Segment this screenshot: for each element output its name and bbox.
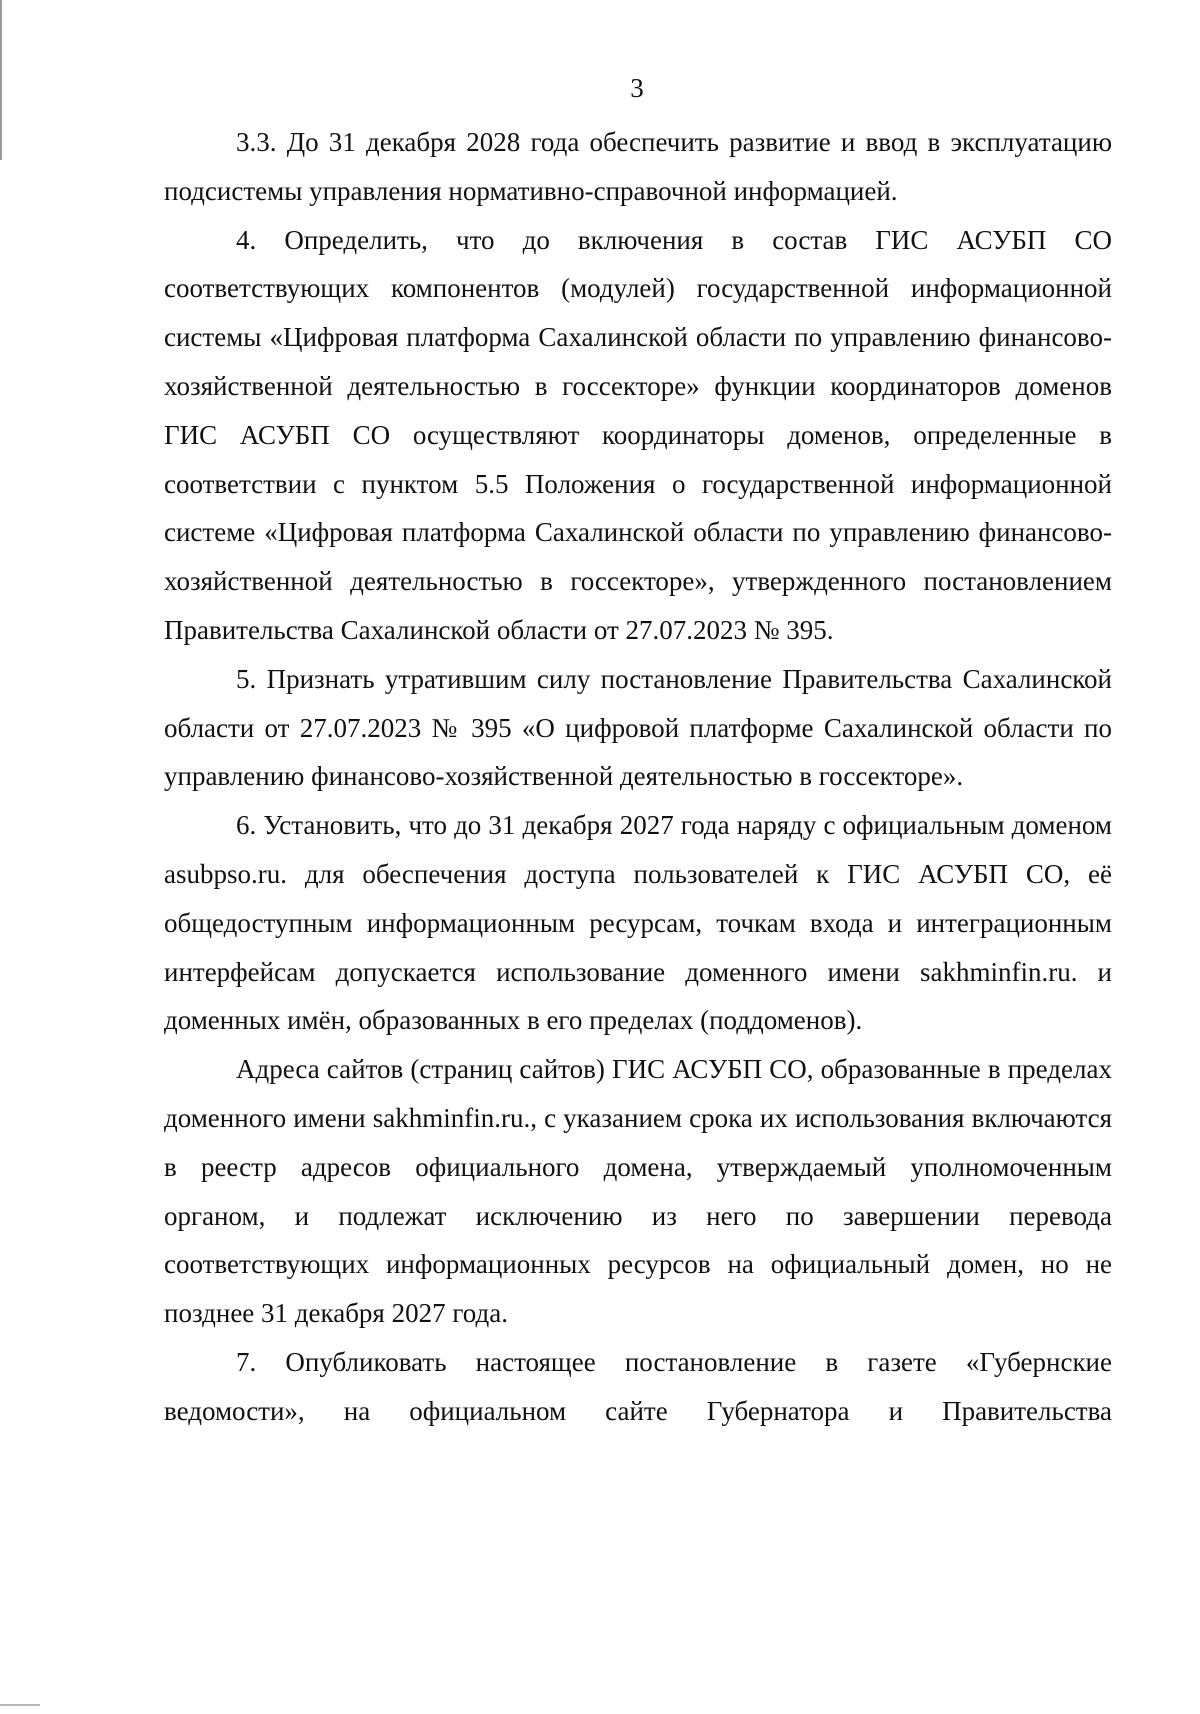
document-body: [164, 118, 1112, 1436]
paragraph-3-3: 3.3. До 31 декабря 2028 года обеспечить развитие и ввод в эксплуатацию подсистемы управления нормативно-справочной информацией.: [164, 127, 1112, 206]
paragraph-4: 4. Определить, что до включения в состав ГИС АСУБП СО соответствующих компонентов (модулей) государственной информационной системы «Цифровая платформа Сахалинской области по управлению финансово-хозяйственной деятельностью в госсекторе» функции координаторов доменов ГИС АСУБП СО осуществляют координаторы доменов, определенные в соответствии с пунктом 5.5 Положения о государственной информационной системе «Цифровая платформа Сахалинской области по управлению финансово-хозяйственной деятельностью в госсекторе», утвержденного постановлением Правительства Сахалинской области от 27.07.2023 № 395.: [164, 224, 1112, 645]
paragraph-6-addresses: Адреса сайтов (страниц сайтов) ГИС АСУБП СО, образованные в пределах доменного имени sakhminfin.ru., с указанием срока их использования включаются в реестр адресов официального домена, утверждаемый уполномоченным органом, и подлежат исключению из него по завершении перевода соответствующих информационных ресурсов на официальный домен, но не позднее 31 декабря 2027 года.: [164, 1054, 1112, 1329]
paragraph-7: 7. Опубликовать настоящее постановление в газете «Губернские ведомости», на официальном сайте Губернатора и Правительства: [164, 1346, 1112, 1426]
scan-edge-mark: [0, 1704, 40, 1706]
paragraph-6: 6. Установить, что до 31 декабря 2027 года наряду с официальным доменом asubpso.ru. для обеспечения доступа пользователей к ГИС АСУБП СО, её общедоступным информационным ресурсам, точкам входа и интеграционным интерфейсам допускается использование доменного имени sakhminfin.ru. и доменных имён, образованных в его пределах (поддоменов).: [164, 810, 1112, 1036]
paragraph-5: 5. Признать утратившим силу постановление Правительства Сахалинской области от 27.07.2023 № 395 «О цифровой платформе Сахалинской области по управлению финансово-хозяйственной деятельностью в госсекторе».: [164, 663, 1112, 792]
page-number: 3: [630, 73, 644, 103]
